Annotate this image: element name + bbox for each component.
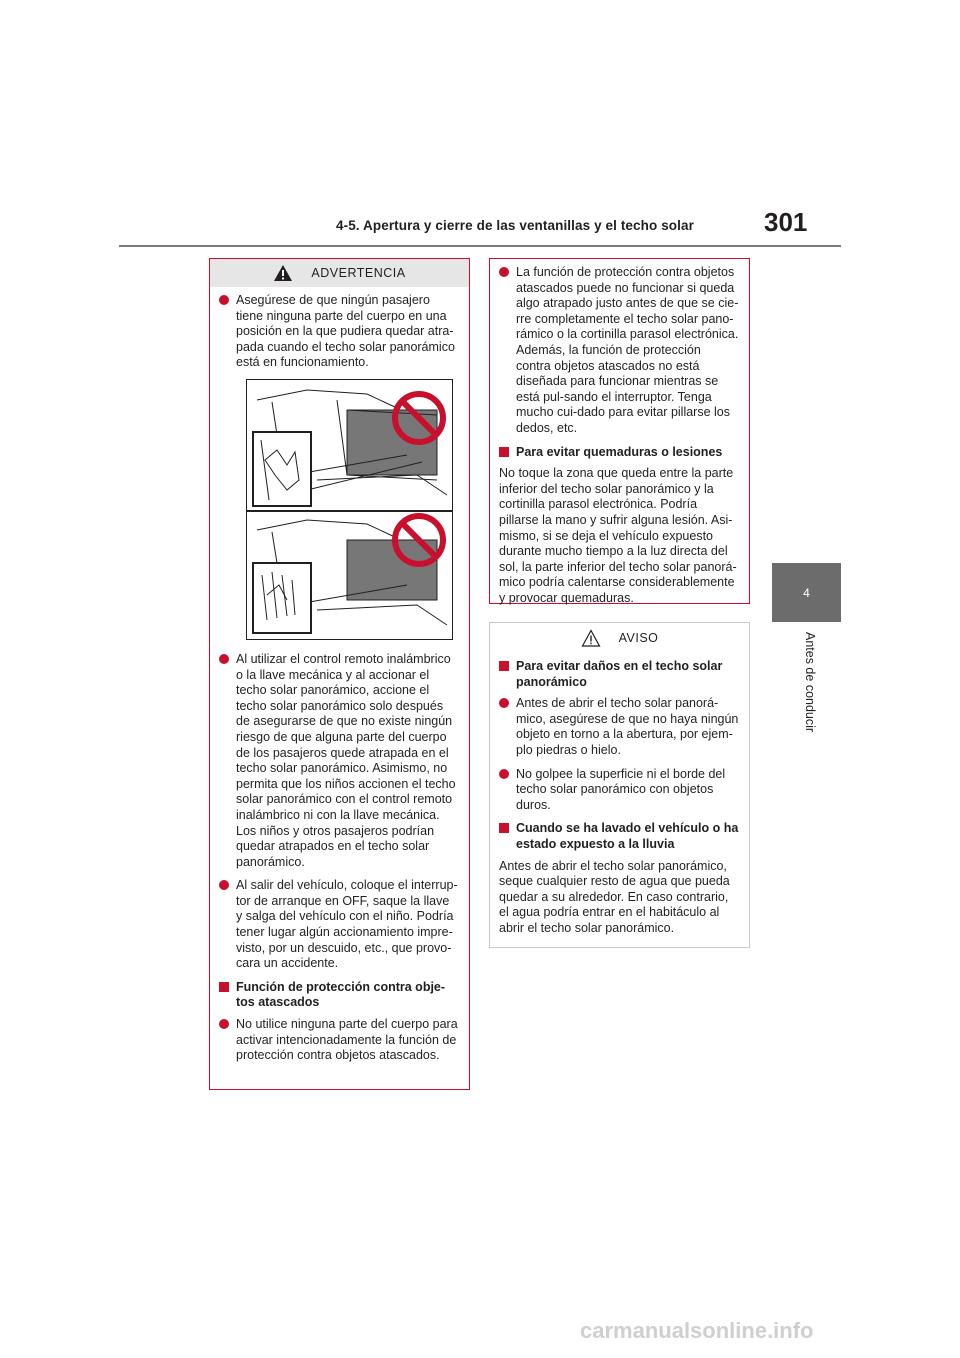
header-title: 4-5. Apertura y cierre de las ventanillas y el techo solar	[336, 218, 694, 233]
item-text: Antes de abrir el techo solar panorá-mico, asegúrese de que no haya ningún objeto en torno a la abertura, por ejem-plo piedras o hielo.	[516, 696, 739, 757]
paragraph: No toque la zona que queda entre la parte inferior del techo solar panorámico y la cortinilla parasol electrónica. Podría pillarse la mano y sufrir alguna lesión. Asi-mismo, si se deja el vehículo expuesto durante mucho tiempo a la luz directa del sol, la parte inferior del techo solar panorá-mico podría calentarse considerablemente y provocar quemaduras.	[499, 466, 737, 605]
side-tab	[772, 563, 841, 622]
list-item	[219, 293, 459, 371]
watermark: carmanualsonline.info	[580, 1318, 814, 1343]
warning-heading: ADVERTENCIA	[311, 266, 406, 280]
bullet-icon	[219, 880, 229, 890]
header-rule	[119, 245, 841, 247]
square-bullet-icon	[499, 661, 509, 671]
notice-box-header	[490, 623, 749, 653]
sunroof-illustration	[246, 379, 453, 640]
list-item	[219, 878, 459, 972]
paragraph: Antes de abrir el techo solar panorámico, seque cualquier resto de agua que pueda quedar a su alrededor. En caso contrario, el agua podría entrar en el habitáculo al abrir el techo solar panorámico.	[499, 858, 730, 935]
item-text: No golpee la superficie ni el borde del techo solar panorámico con objetos duros.	[516, 766, 726, 812]
square-bullet-icon	[499, 447, 509, 457]
heading-text: Para evitar daños en el techo solar panorámico	[516, 659, 723, 689]
warning-box-continued-body	[490, 259, 749, 620]
side-tab-number: 4	[803, 585, 810, 600]
item-text: No utilice ninguna parte del cuerpo para activar intencionadamente la función de protección contra objetos atascados.	[236, 1017, 458, 1063]
bullet-icon	[499, 769, 509, 779]
item-text: La función de protección contra objetos atascados puede no funcionar si queda algo atrapado justo antes de que se cie-rre completamente el techo solar pano-rámico o la cortinilla parasol electrónica. Además, la función de protección contra objetos atascados no está diseñada para funcionar mientras se está pul-sando el interruptor. Tenga mucho cui-dado para evitar pillarse los dedos, etc.	[516, 265, 739, 435]
list-item	[499, 767, 739, 814]
list-item	[499, 265, 739, 437]
heading-text: Función de protección contra obje-tos atascados	[236, 979, 446, 1010]
notice-heading: AVISO	[618, 631, 659, 645]
warning-box-body	[210, 287, 469, 1078]
list-item	[499, 696, 739, 758]
bullet-icon	[499, 698, 509, 708]
square-bullet-icon	[219, 982, 229, 992]
section-heading	[219, 980, 459, 1011]
notice-box	[489, 622, 750, 948]
item-text: Al salir del vehículo, coloque el interrup-tor de arranque en OFF, saque la llave y salga del vehículo con el niño. Podría tener lugar algún accionamiento impre-visto, por un descuido, etc., que provo-cara un accidente.	[236, 878, 458, 971]
warning-box	[209, 258, 470, 1090]
page-number: 301	[764, 207, 808, 237]
warning-triangle-icon	[273, 264, 293, 282]
list-item	[219, 1017, 459, 1064]
item-text: Al utilizar el control remoto inalámbrico o la llave mecánica y al accionar el techo solar panorámico, accione el techo solar panorámico solo después de asegurarse de que no existe ningún riesgo de que alguna parte del cuerpo de los pasajeros quede atrapada en el techo solar panorámico. Asimismo, no permita que los niños accionen el techo solar panorámico con el control remoto inalámbrico ni con la llave mecánica. Los niños y otros pasajeros podrían quedar atrapados en el techo solar panorámico.	[236, 651, 456, 869]
sunroof-hazard-illustration	[247, 380, 452, 639]
warning-box-continued	[489, 258, 750, 604]
bullet-icon	[219, 654, 229, 664]
bullet-icon	[219, 295, 229, 305]
heading-text: Para evitar quemaduras o lesiones	[516, 444, 723, 459]
section-heading	[499, 659, 739, 690]
notice-box-body	[490, 653, 749, 951]
side-tab-label: Antes de conducir	[803, 632, 817, 733]
bullet-icon	[219, 1019, 229, 1029]
item-text: Asegúrese de que ningún pasajero tiene ninguna parte del cuerpo en una posición en la que pudiera quedar atra-pada cuando el techo solar panorámico está en funcionamiento.	[236, 293, 455, 370]
section-heading	[499, 445, 739, 461]
section-heading	[499, 821, 739, 852]
warning-box-header	[210, 259, 469, 287]
list-item	[219, 652, 459, 870]
square-bullet-icon	[499, 823, 509, 833]
heading-text: Cuando se ha lavado el vehículo o ha estado expuesto a la lluvia	[516, 821, 739, 851]
bullet-icon	[499, 267, 509, 277]
caution-triangle-icon	[581, 629, 601, 647]
